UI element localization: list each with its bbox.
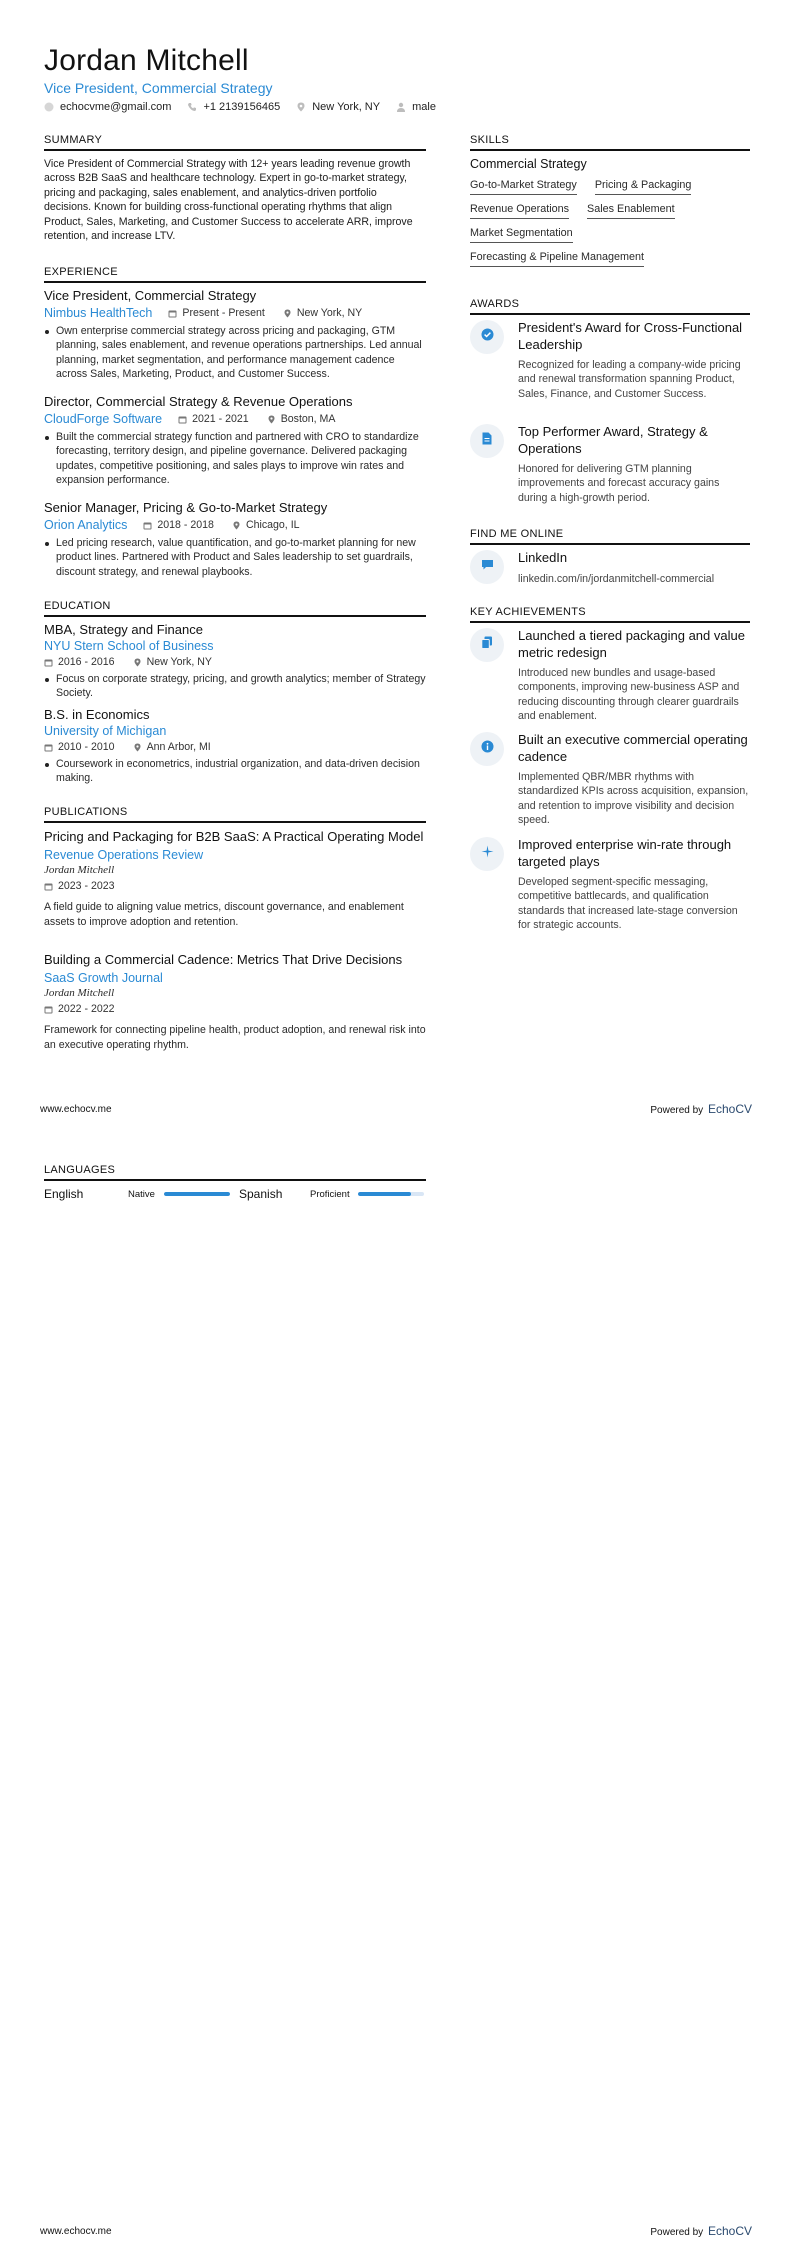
- candidate-role: Vice President, Commercial Strategy: [44, 80, 273, 96]
- online-title: LinkedIn: [518, 550, 568, 565]
- location-pin-icon: [296, 102, 306, 112]
- skill-chip: Go-to-Market Strategy: [470, 179, 577, 195]
- education-heading: EDUCATION: [44, 600, 111, 612]
- info-circle-icon: [481, 740, 494, 758]
- award-title: Top Performer Award, Strategy & Operations: [518, 424, 708, 456]
- education-bullets: [44, 757, 426, 786]
- awards-rule: [470, 313, 750, 315]
- language-name: Spanish: [239, 1187, 283, 1201]
- email-text: echocvme@gmail.com: [60, 101, 172, 113]
- experience-item: [44, 500, 426, 579]
- publications-rule: [44, 821, 426, 823]
- publication-meta: [44, 880, 426, 892]
- language-bar: [164, 1192, 230, 1196]
- education-item: [44, 707, 426, 786]
- award-item: [470, 424, 750, 505]
- job-bullet: Led pricing research, value quantification, and go-to-market planning for new product lines. Partnered with Product and Sales leadership to set guardrails, discount strategy, and renewal playbooks.: [44, 536, 426, 579]
- contact-location: [296, 101, 380, 113]
- gender-text: male: [412, 101, 436, 113]
- publication-item: [44, 828, 426, 929]
- publication-publisher: Revenue Operations Review: [44, 848, 204, 862]
- calendar-icon: [44, 1005, 53, 1014]
- languages-rule: [44, 1179, 426, 1181]
- location-pin-icon: [133, 743, 142, 752]
- person-icon: [396, 102, 406, 112]
- job-dates: 2018 - 2018: [143, 519, 214, 531]
- award-title: President's Award for Cross-Functional Leadership: [518, 320, 743, 352]
- skills-group: [470, 157, 750, 267]
- skills-rule: [470, 149, 750, 151]
- document-icon: [481, 432, 493, 450]
- publication-meta: [44, 1003, 426, 1015]
- location-pin-icon: [267, 415, 276, 424]
- email-icon: [44, 102, 54, 112]
- skill-chip: Pricing & Packaging: [595, 179, 692, 195]
- contact-gender: [396, 101, 436, 113]
- publication-item: [44, 951, 426, 1052]
- achievement-item: [470, 732, 750, 828]
- education-bullet: Coursework in econometrics, industrial organization, and data-driven decision making.: [44, 757, 426, 786]
- education-bullet: Focus on corporate strategy, pricing, and growth analytics; member of Strategy Society.: [44, 672, 426, 701]
- language-item: [239, 1187, 424, 1201]
- location-pin-icon: [133, 658, 142, 667]
- award-badge: [470, 320, 504, 354]
- school-name: University of Michigan: [44, 724, 167, 738]
- contact-email[interactable]: [44, 101, 171, 113]
- language-name: English: [44, 1187, 84, 1201]
- award-description: Honored for delivering GTM planning improvements and forecast accuracy gains during a high-growth period.: [518, 463, 720, 504]
- education-dates: 2016 - 2016: [44, 656, 115, 668]
- phone-text: +1 2139156465: [203, 101, 281, 113]
- job-meta: [44, 306, 426, 320]
- job-bullets: [44, 324, 426, 382]
- skill-chip: Market Segmentation: [470, 227, 573, 243]
- summary-rule: [44, 149, 426, 151]
- publication-author: Jordan Mitchell: [44, 987, 115, 999]
- summary-heading: SUMMARY: [44, 134, 103, 146]
- experience-heading: EXPERIENCE: [44, 266, 118, 278]
- location-pin-icon: [283, 309, 292, 318]
- achievement-title: Improved enterprise win-rate through targeted plays: [518, 837, 732, 869]
- achievement-title: Launched a tiered packaging and value metric redesign: [518, 628, 745, 660]
- award-badge: [470, 424, 504, 458]
- online-badge: [470, 550, 504, 584]
- education-location: Ann Arbor, MI: [133, 741, 211, 753]
- achievement-description: Introduced new bundles and usage-based components, improving new-business ASP and reducing discounting through clearer guardrails and enablement.: [518, 667, 740, 723]
- calendar-icon: [44, 658, 53, 667]
- experience-item: [44, 394, 426, 488]
- degree-title: B.S. in Economics: [44, 707, 150, 722]
- footer-url[interactable]: www.echocv.me: [40, 1104, 112, 1115]
- award-description: Recognized for leading a company-wide pricing and renewal transformation spanning Product, Sales, Finance, and Customer Success.: [518, 359, 741, 400]
- degree-title: MBA, Strategy and Finance: [44, 622, 203, 637]
- online-heading: FIND ME ONLINE: [470, 528, 564, 540]
- summary-text: Vice President of Commercial Strategy with 12+ years leading revenue growth across B2B SaaS and healthcare technology. Expert in go-to-market strategy, pricing and packaging, sales enablement, and analytics-driven portfolio decisions. Known for building cross-functional operating rhythms that align Product, Sales, Marketing, and Customer Success to accelerate ARR, improve retention, and increase LTV.: [44, 158, 413, 243]
- publication-description: A field guide to aligning value metrics, discount governance, and enablement assets to improve adoption and retention.: [44, 901, 404, 928]
- achievement-description: Developed segment-specific messaging, competitive battlecards, and qualification standards that increased late-stage conversion for strategic accounts.: [518, 876, 738, 932]
- languages-heading: LANGUAGES: [44, 1164, 116, 1176]
- footer-url-bottom[interactable]: www.echocv.me: [40, 2226, 112, 2237]
- footer-brand[interactable]: EchoCV: [707, 1102, 752, 1116]
- online-rule: [470, 543, 750, 545]
- achievement-badge: [470, 732, 504, 766]
- footer-brand-bottom[interactable]: EchoCV: [707, 2224, 752, 2238]
- location-text: New York, NY: [312, 101, 381, 113]
- publication-dates: 2023 - 2023: [58, 880, 115, 893]
- achievement-badge: [470, 628, 504, 662]
- company-name: CloudForge Software: [44, 412, 163, 426]
- language-bar-fill: [164, 1192, 230, 1196]
- skill-chip: Revenue Operations: [470, 203, 569, 219]
- job-bullet: Built the commercial strategy function and partnered with CRO to standardize forecasting, territory design, and pipeline governance. Delivered packaging updates, competitive positioning, and sales plays to improve win rates and expansion performance.: [44, 430, 426, 488]
- achievement-badge: [470, 837, 504, 871]
- education-item: [44, 622, 426, 701]
- publication-title: Building a Commercial Cadence: Metrics That Drive Decisions: [44, 952, 403, 967]
- job-location: Boston, MA: [267, 413, 336, 425]
- company-name: Nimbus HealthTech: [44, 306, 153, 320]
- school-name: NYU Stern School of Business: [44, 639, 214, 653]
- experience-item: [44, 288, 426, 382]
- language-bar: [358, 1192, 424, 1196]
- footer-powered-by-bottom: Powered by EchoCV: [650, 2224, 752, 2238]
- calendar-icon: [168, 309, 177, 318]
- publication-author: Jordan Mitchell: [44, 864, 115, 876]
- job-meta: [44, 518, 426, 532]
- contact-phone[interactable]: [187, 101, 280, 113]
- education-meta: [44, 656, 426, 668]
- candidate-name: Jordan Mitchell: [44, 44, 249, 77]
- skill-chip: Forecasting & Pipeline Management: [470, 251, 644, 267]
- job-bullet: Own enterprise commercial strategy across pricing and packaging, GTM planning, sales enablement, and revenue operations partnerships. Led annual planning, market segmentation, and performance management cadence across Sales, Marketing, Product, and Customer Success.: [44, 324, 426, 382]
- copy-icon: [481, 636, 493, 654]
- language-item: [44, 1187, 230, 1201]
- online-url[interactable]: linkedin.com/in/jordanmitchell-commercial: [518, 572, 715, 585]
- job-meta: [44, 412, 426, 426]
- company-name: Orion Analytics: [44, 518, 128, 532]
- language-level: Proficient: [310, 1188, 350, 1200]
- job-bullets: [44, 430, 426, 488]
- sparkle-icon: [481, 845, 494, 863]
- award-item: [470, 320, 750, 401]
- language-bar-fill: [358, 1192, 411, 1196]
- online-item[interactable]: [470, 550, 750, 586]
- skill-group-title: Commercial Strategy: [470, 157, 587, 171]
- skill-chip: Sales Enablement: [587, 203, 675, 219]
- education-dates: 2010 - 2010: [44, 741, 115, 753]
- job-location: New York, NY: [283, 307, 362, 319]
- publication-title: Pricing and Packaging for B2B SaaS: A Practical Operating Model: [44, 829, 424, 844]
- chat-bubble-icon: [481, 558, 494, 576]
- job-title: Director, Commercial Strategy & Revenue Operations: [44, 394, 353, 409]
- calendar-icon: [143, 521, 152, 530]
- achievement-item: [470, 628, 750, 724]
- calendar-icon: [44, 743, 53, 752]
- achievement-description: Implemented QBR/MBR rhythms with standardized KPIs across acquisition, expansion, and retention to improve visibility and decision speed.: [518, 771, 749, 827]
- job-bullets: [44, 536, 426, 579]
- job-title: Vice President, Commercial Strategy: [44, 288, 257, 303]
- job-dates: 2021 - 2021: [178, 413, 249, 425]
- calendar-icon: [44, 882, 53, 891]
- education-bullets: [44, 672, 426, 701]
- location-pin-icon: [232, 521, 241, 530]
- phone-icon: [187, 102, 197, 112]
- job-location: Chicago, IL: [232, 519, 300, 531]
- achievements-rule: [470, 621, 750, 623]
- contact-bar: [44, 101, 452, 113]
- publications-heading: PUBLICATIONS: [44, 806, 128, 818]
- job-title: Senior Manager, Pricing & Go-to-Market Strategy: [44, 500, 328, 515]
- achievements-heading: KEY ACHIEVEMENTS: [470, 606, 586, 618]
- publication-publisher: SaaS Growth Journal: [44, 971, 163, 985]
- publication-dates: 2022 - 2022: [58, 1003, 115, 1016]
- check-badge-icon: [481, 328, 494, 346]
- education-location: New York, NY: [133, 656, 212, 668]
- education-rule: [44, 615, 426, 617]
- job-dates: Present - Present: [168, 307, 264, 319]
- publication-description: Framework for connecting pipeline health, product adoption, and renewal risk into an executive operating rhythm.: [44, 1024, 426, 1051]
- education-meta: [44, 741, 426, 753]
- footer-powered-by: Powered by EchoCV: [650, 1102, 752, 1116]
- skill-chips: [470, 171, 750, 267]
- language-level: Native: [128, 1188, 155, 1200]
- awards-heading: AWARDS: [470, 298, 520, 310]
- achievement-item: [470, 837, 750, 933]
- skills-heading: SKILLS: [470, 134, 510, 146]
- experience-rule: [44, 281, 426, 283]
- achievement-title: Built an executive commercial operating cadence: [518, 732, 748, 764]
- calendar-icon: [178, 415, 187, 424]
